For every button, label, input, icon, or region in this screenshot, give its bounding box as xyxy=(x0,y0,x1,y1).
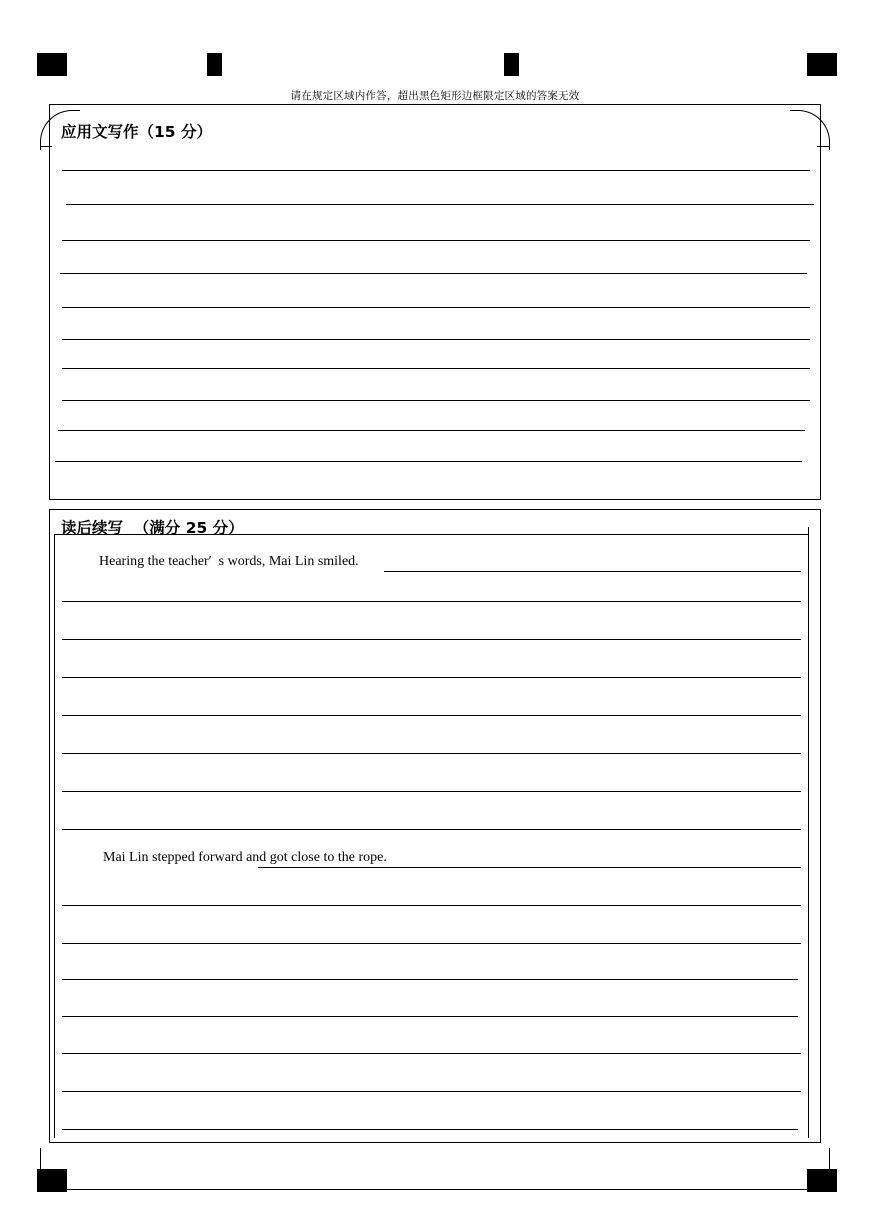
answer-line[interactable] xyxy=(62,905,801,906)
section-title-practical-writing: 应用文写作（15 分） xyxy=(61,123,212,141)
answer-line[interactable] xyxy=(60,273,807,274)
section-title-continuation-writing: 读后续写 （满分 25 分） xyxy=(61,519,244,537)
paragraph-2-opening xyxy=(103,850,387,866)
section-practical-writing xyxy=(49,104,821,500)
answer-line[interactable] xyxy=(58,430,805,431)
answer-line[interactable] xyxy=(62,829,801,830)
answer-line[interactable] xyxy=(62,307,810,308)
paragraph-2-lead: Mai Lin stepped forward xyxy=(103,850,247,865)
section-inner-left-rule xyxy=(54,534,55,1138)
answer-area-notice: 请在规定区域内作答，超出黑色矩形边框限定区域的答案无效 xyxy=(290,90,580,102)
answer-line[interactable] xyxy=(62,240,810,241)
answer-line[interactable] xyxy=(62,601,801,602)
registration-marker-top-right xyxy=(807,53,837,76)
answer-line[interactable] xyxy=(55,461,802,462)
answer-line[interactable] xyxy=(62,639,801,640)
answer-line[interactable] xyxy=(62,979,798,980)
answer-line[interactable] xyxy=(62,170,810,171)
paragraph-1-opening: Hearing the teacher′ s words, Mai Lin smiled. xyxy=(99,554,359,569)
answer-line[interactable] xyxy=(66,204,814,205)
answer-line[interactable] xyxy=(62,400,810,401)
answer-line[interactable] xyxy=(62,1016,798,1017)
answer-line[interactable] xyxy=(62,1091,801,1092)
answer-line[interactable] xyxy=(258,867,801,868)
answer-line[interactable] xyxy=(62,339,810,340)
answer-line[interactable] xyxy=(62,1129,798,1130)
section-continuation-writing xyxy=(49,509,821,1143)
answer-line[interactable] xyxy=(62,1053,801,1054)
registration-marker-top-left-center xyxy=(207,53,222,76)
registration-marker-top-right-center xyxy=(504,53,519,76)
answer-line[interactable] xyxy=(62,753,801,754)
answer-line[interactable] xyxy=(62,791,801,792)
section-inner-top-rule xyxy=(54,534,809,535)
section-inner-right-rule xyxy=(808,527,809,1138)
answer-line[interactable] xyxy=(384,571,801,572)
frame-corner-bottom-left xyxy=(40,1148,80,1190)
frame-bottom-edge xyxy=(66,1189,812,1190)
answer-line[interactable] xyxy=(62,715,801,716)
paragraph-2-underlined: and got close to the rope. xyxy=(246,850,387,865)
answer-line[interactable] xyxy=(62,677,801,678)
answer-line[interactable] xyxy=(62,943,801,944)
answer-line[interactable] xyxy=(62,368,810,369)
registration-marker-top-left xyxy=(37,53,67,76)
frame-corner-bottom-right xyxy=(790,1148,830,1190)
